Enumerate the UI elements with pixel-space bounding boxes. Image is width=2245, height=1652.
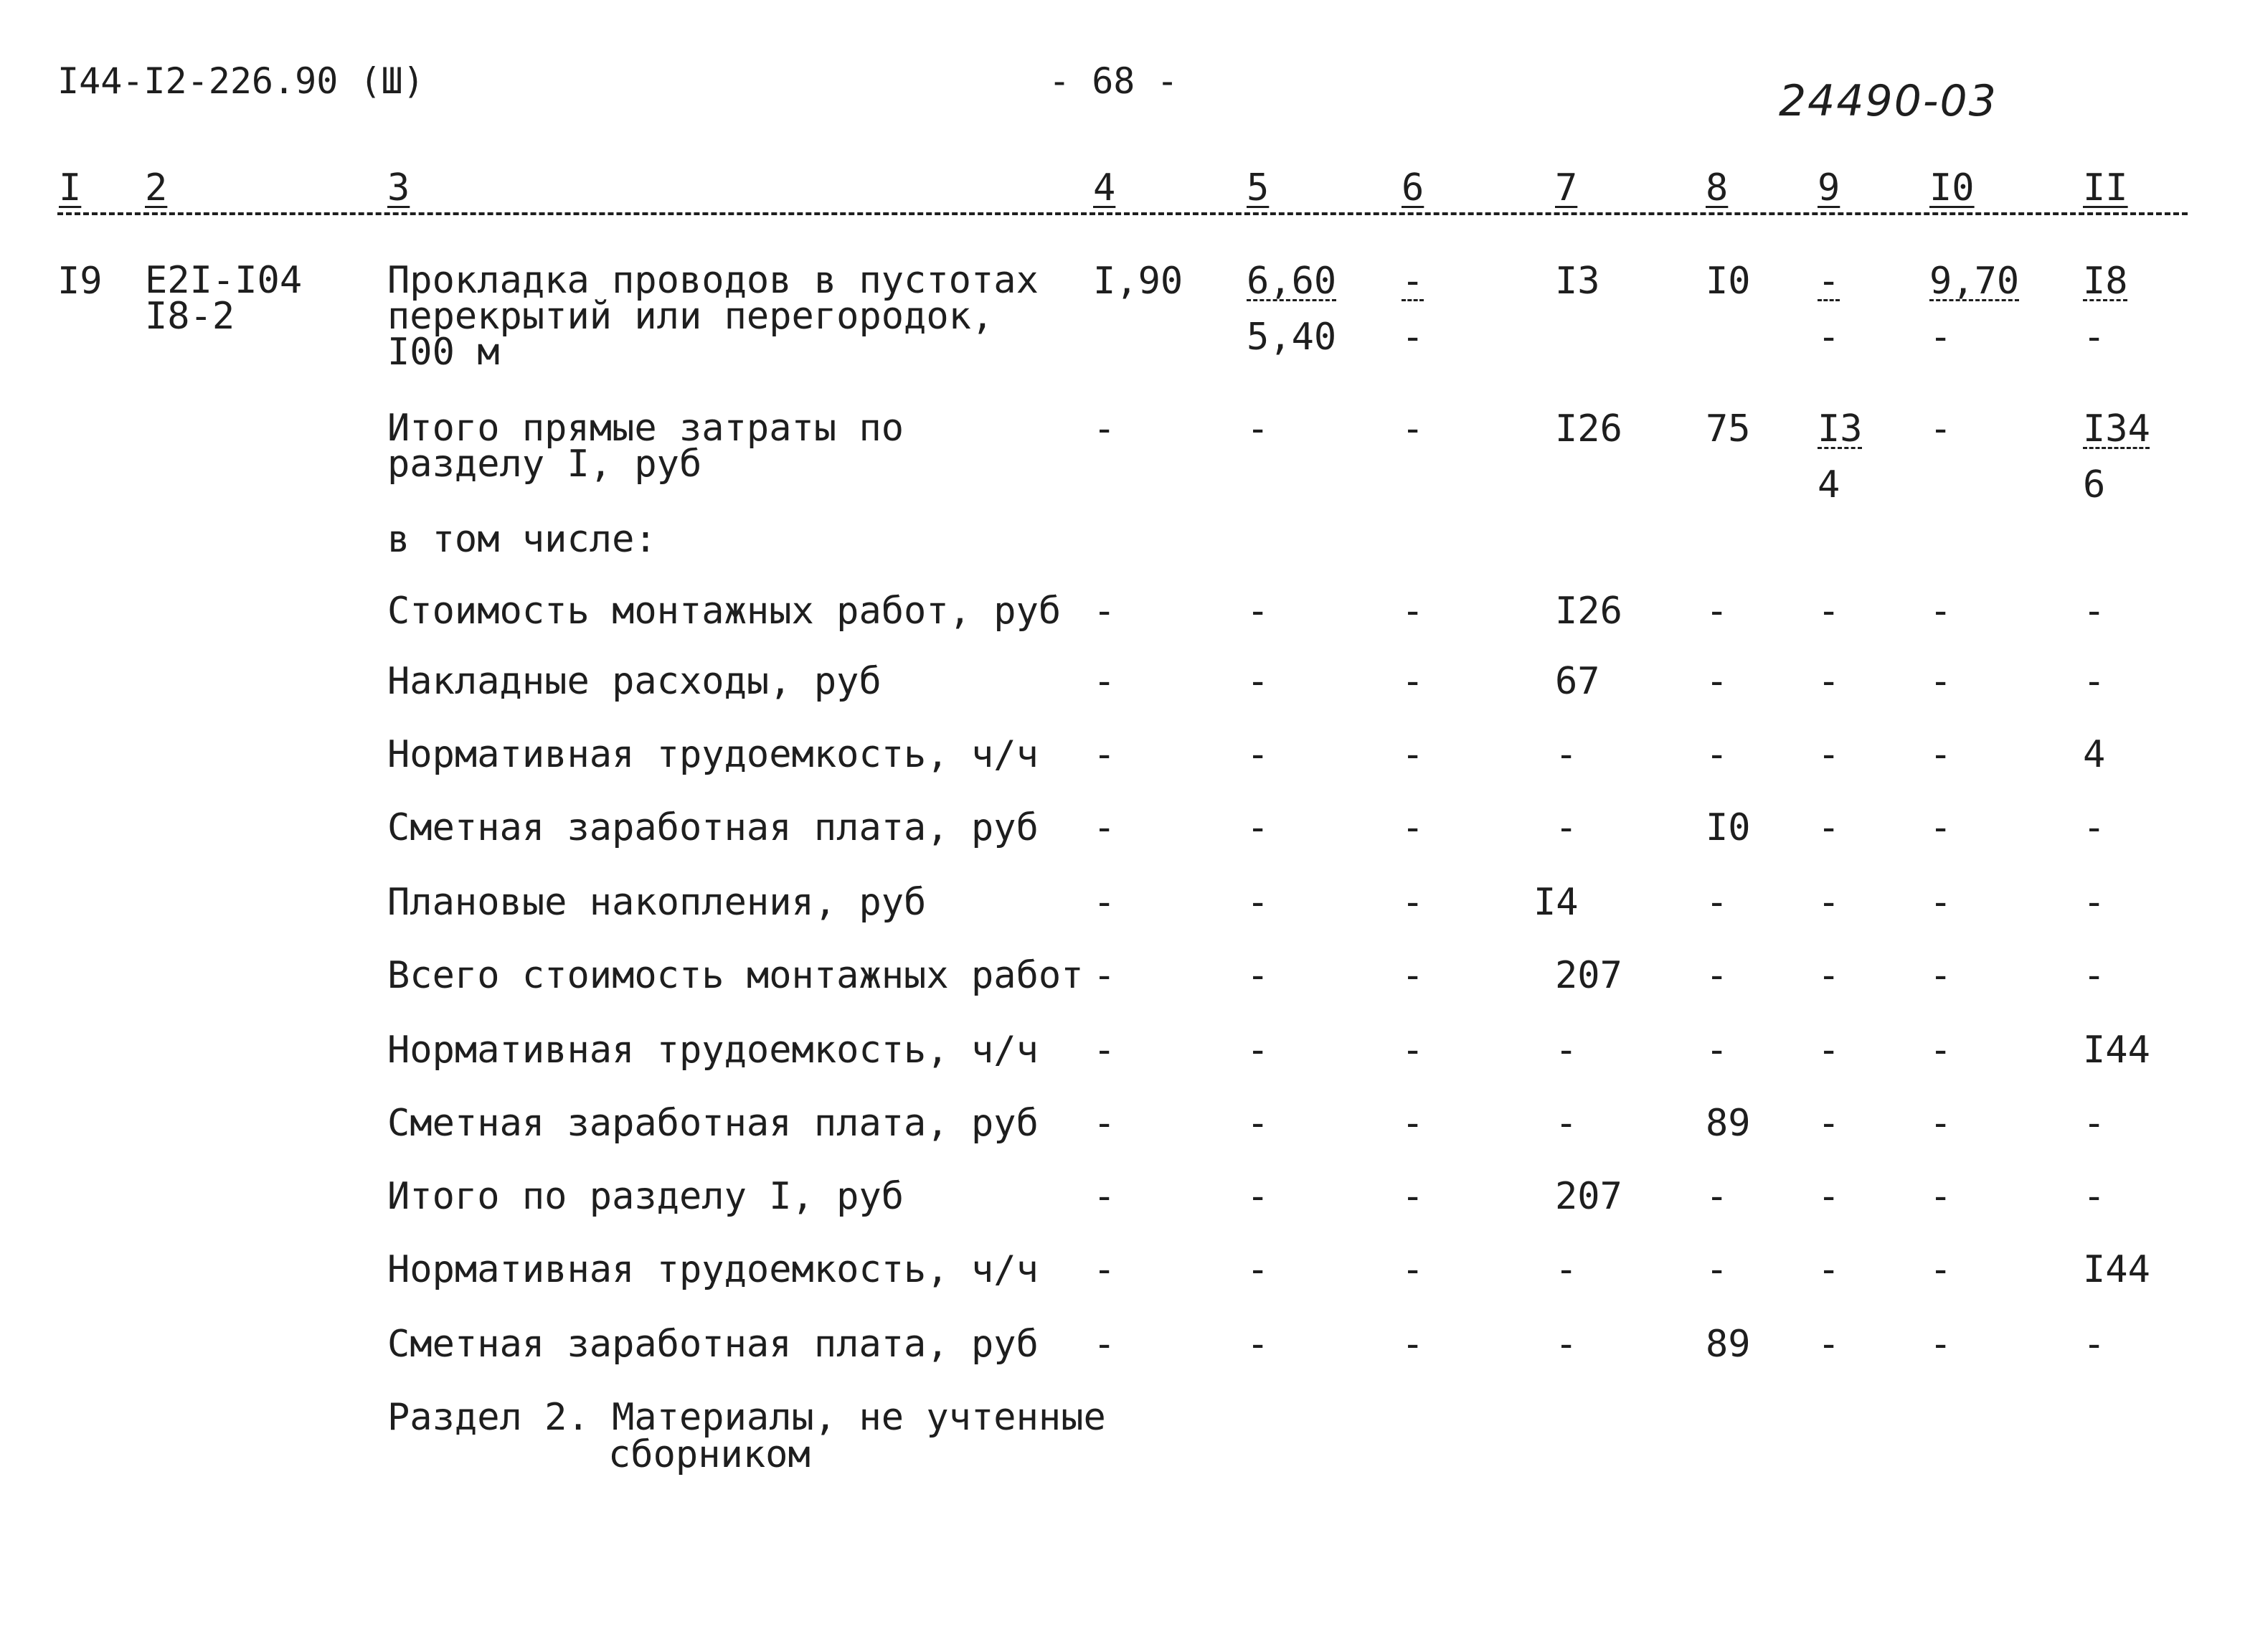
cell-c5: - [1247,660,1270,703]
cell-c6: - [1402,1029,1424,1072]
cell-c9: - [1818,660,1840,703]
cell-c5: - [1247,1248,1270,1291]
cell-c6: - [1402,1102,1424,1145]
cell-c4: - [1093,1248,1116,1291]
row-number: I9 [57,260,103,303]
cell-c11-top: I34 [2083,407,2150,450]
cell-c8: 89 [1706,1102,1751,1145]
cell-c9: - [1818,1102,1840,1145]
cell-c7: I26 [1555,590,1622,633]
cell-c9: - [1818,954,1840,997]
cell-c9-bottom: 4 [1818,463,1840,506]
cell-c7: - [1555,806,1578,849]
cell-c7: 207 [1555,1175,1622,1218]
cell-c6: - [1402,806,1424,849]
cell-c10: - [1929,590,1952,633]
cell-c9: - [1818,733,1840,776]
cell-c10-bottom: - [1929,316,1952,359]
cell-c7: - [1555,1029,1578,1072]
cell-c4: - [1093,733,1116,776]
cell-c5: - [1247,881,1270,924]
cell-c11: - [2083,881,2106,924]
cell-c11: 4 [2083,733,2106,776]
cell-c9: - [1818,1029,1840,1072]
row-description: Прокладка проводов в пустотах перекрытий или перегородок, I00 м [387,259,1039,374]
cell-c8: - [1706,1175,1729,1218]
cell-c5-top: 6,60 [1247,260,1337,303]
cell-c10: - [1929,733,1952,776]
cell-c10: - [1929,1102,1952,1145]
cell-c4: - [1093,954,1116,997]
cell-c9: - [1818,1175,1840,1218]
cell-c7: I3 [1555,260,1600,303]
cell-c4: - [1093,590,1116,633]
cell-c5: - [1247,954,1270,997]
cell-c11-bottom: - [2083,316,2106,359]
col-num-11: II [2083,166,2128,209]
cell-c5: - [1247,407,1270,450]
cell-c10: - [1929,1323,1952,1366]
cell-c8: - [1706,590,1729,633]
section-2-title: Раздел 2. Материалы, не учтенные [387,1396,1106,1439]
cell-c8: - [1706,881,1729,924]
cell-c10: - [1929,806,1952,849]
cell-c5: - [1247,733,1270,776]
cell-c9: - [1818,881,1840,924]
cell-c6-bottom: - [1402,316,1424,359]
cell-c5: - [1247,1102,1270,1145]
cell-c7: 207 [1555,954,1622,997]
cell-c7: I4 [1533,881,1579,924]
cell-c11: I44 [2083,1029,2150,1072]
col-num-9: 9 [1818,166,1840,209]
cell-c8: - [1706,733,1729,776]
cell-c6: - [1402,881,1424,924]
cell-c6: - [1402,407,1424,450]
cell-c9: - [1818,806,1840,849]
cell-c6: - [1402,954,1424,997]
col-num-3: 3 [387,166,410,209]
cell-c11: - [2083,590,2106,633]
cell-c5: - [1247,806,1270,849]
cell-c4: - [1093,1102,1116,1145]
cell-c9-top: - [1818,260,1840,303]
norm-code: E2I-I04 I8-2 [145,259,303,338]
col-num-7: 7 [1555,166,1578,209]
cell-c8: - [1706,1029,1729,1072]
cell-c6: - [1402,1175,1424,1218]
cell-c4: - [1093,806,1116,849]
col-num-2: 2 [145,166,168,209]
row-description: Сметная заработная плата, руб [387,1102,1039,1145]
cell-c5: - [1247,590,1270,633]
section-2-title-continued: сборником [608,1433,810,1476]
cell-c6: - [1402,1323,1424,1366]
cell-c10: - [1929,660,1952,703]
including-label: в том числе: [387,518,657,561]
cell-c10-top: 9,70 [1929,260,2020,303]
cell-c4: - [1093,407,1116,450]
cell-c6: - [1402,733,1424,776]
header-dashed-rule [57,212,2188,215]
cell-c11: - [2083,660,2106,703]
cell-c11: - [2083,1175,2106,1218]
cell-c11: - [2083,1102,2106,1145]
cell-c9: - [1818,590,1840,633]
cell-c6: - [1402,1248,1424,1291]
cell-c10: - [1929,407,1952,450]
row-description: Нормативная трудоемкость, ч/ч [387,1029,1039,1072]
row-description: Плановые накопления, руб [387,881,927,924]
col-num-1: I [59,166,82,209]
cell-c8: I0 [1706,260,1751,303]
cell-c11: - [2083,1323,2106,1366]
cell-c5: - [1247,1323,1270,1366]
cell-c6: - [1402,590,1424,633]
cell-c6-top: - [1402,260,1424,303]
cell-c5: - [1247,1175,1270,1218]
row-description: Всего стоимость монтажных работ [387,954,1084,997]
cell-c11: I44 [2083,1248,2150,1291]
cell-c8: - [1706,954,1729,997]
cell-c8: - [1706,1248,1729,1291]
cell-c10: - [1929,1029,1952,1072]
cell-c7: - [1555,1323,1578,1366]
cell-c5: - [1247,1029,1270,1072]
col-num-6: 6 [1402,166,1424,209]
cell-c8: - [1706,660,1729,703]
cell-c4: - [1093,1323,1116,1366]
row-description: Нормативная трудоемкость, ч/ч [387,733,1039,776]
row-description: Сметная заработная плата, руб [387,1323,1039,1366]
cell-c7: - [1555,1248,1578,1291]
col-num-5: 5 [1247,166,1270,209]
cell-c4: - [1093,1029,1116,1072]
cell-c4: - [1093,660,1116,703]
cell-c11: - [2083,954,2106,997]
col-num-8: 8 [1706,166,1729,209]
col-num-4: 4 [1093,166,1116,209]
row-description: Нормативная трудоемкость, ч/ч [387,1248,1039,1291]
cell-c8: 89 [1706,1323,1751,1366]
col-num-10: I0 [1929,166,1975,209]
cell-c9-top: I3 [1818,407,1863,450]
row-description: Сметная заработная плата, руб [387,806,1039,849]
row-description: Итого по разделу I, руб [387,1175,904,1218]
cell-c5-bottom: 5,40 [1247,316,1337,359]
cell-c11-bottom: 6 [2083,463,2106,506]
cell-c10: - [1929,1175,1952,1218]
row-description: Стоимость монтажных работ, руб [387,590,1062,633]
cell-c9-bottom: - [1818,316,1840,359]
page-number: - 68 - [1049,60,1178,102]
cell-c7: 67 [1555,660,1600,703]
cell-c11: - [2083,806,2106,849]
cell-c10: - [1929,1248,1952,1291]
cell-c10: - [1929,954,1952,997]
cell-c7: - [1555,1102,1578,1145]
cell-c8: 75 [1706,407,1751,450]
cell-c7: - [1555,733,1578,776]
document-code: I44-I2-226.90 (Ш) [57,60,425,102]
row-description: Итого прямые затраты по разделу I, руб [387,407,904,486]
cell-c7: I26 [1555,407,1622,450]
row-description: Накладные расходы, руб [387,660,882,703]
handwritten-stamp: 24490-03 [1779,76,1998,126]
cell-c4: - [1093,1175,1116,1218]
cell-c8: I0 [1706,806,1751,849]
cell-c10: - [1929,881,1952,924]
cell-c4: I,90 [1093,260,1183,303]
cell-c4: - [1093,881,1116,924]
cell-c9: - [1818,1248,1840,1291]
cell-c11-top: I8 [2083,260,2128,303]
cell-c9: - [1818,1323,1840,1366]
cell-c6: - [1402,660,1424,703]
